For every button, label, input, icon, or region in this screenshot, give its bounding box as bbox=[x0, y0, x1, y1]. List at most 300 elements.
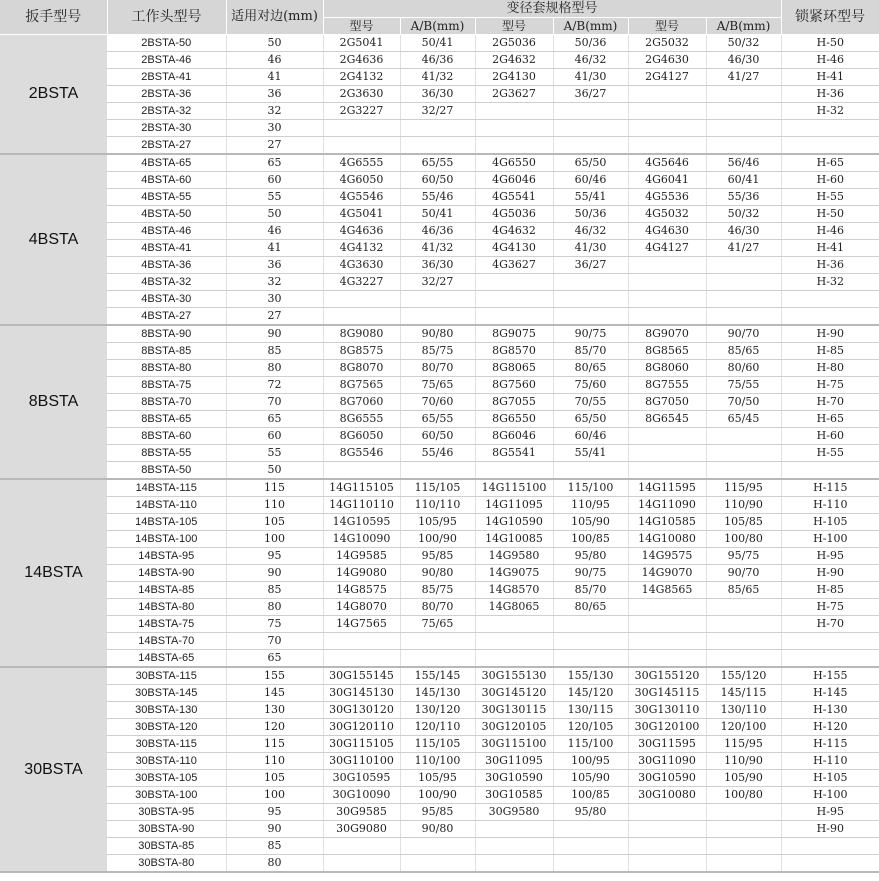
reducer-ab-3-cell: 110/90 bbox=[706, 497, 781, 514]
reducer-ab-3-cell: 46/30 bbox=[706, 52, 781, 69]
flat-size-cell: 55 bbox=[226, 189, 323, 206]
reducer-ab-1-cell bbox=[400, 120, 475, 137]
head-model-cell: 4BSTA-60 bbox=[107, 172, 226, 189]
head-model-cell: 30BSTA-120 bbox=[107, 719, 226, 736]
head-model-cell: 4BSTA-46 bbox=[107, 223, 226, 240]
head-model-cell: 8BSTA-60 bbox=[107, 428, 226, 445]
flat-size-cell: 30 bbox=[226, 120, 323, 137]
wrench-model-cell: 8BSTA bbox=[0, 325, 107, 479]
head-model-cell: 30BSTA-145 bbox=[107, 685, 226, 702]
reducer-ab-3-cell: 105/85 bbox=[706, 514, 781, 531]
flat-size-cell: 130 bbox=[226, 702, 323, 719]
header-sub-ab-3: A/B(mm) bbox=[706, 18, 781, 35]
reducer-model-1-cell: 8G7565 bbox=[323, 377, 400, 394]
reducer-model-1-cell: 14G7565 bbox=[323, 616, 400, 633]
reducer-model-1-cell: 4G5546 bbox=[323, 189, 400, 206]
reducer-ab-1-cell: 50/41 bbox=[400, 35, 475, 52]
table-row bbox=[0, 189, 879, 206]
reducer-model-3-cell bbox=[628, 445, 706, 462]
reducer-ab-1-cell: 100/90 bbox=[400, 531, 475, 548]
lock-ring-cell: H-100 bbox=[781, 787, 879, 804]
reducer-model-1-cell bbox=[323, 137, 400, 155]
reducer-model-1-cell: 2G4132 bbox=[323, 69, 400, 86]
head-model-cell: 4BSTA-65 bbox=[107, 154, 226, 172]
flat-size-cell: 100 bbox=[226, 787, 323, 804]
reducer-model-2-cell bbox=[475, 137, 553, 155]
reducer-model-3-cell: 14G9575 bbox=[628, 548, 706, 565]
header-flat-size: 适用对边(mm) bbox=[226, 0, 323, 35]
head-model-cell: 4BSTA-36 bbox=[107, 257, 226, 274]
reducer-model-2-cell: 14G9075 bbox=[475, 565, 553, 582]
table-row bbox=[0, 804, 879, 821]
lock-ring-cell bbox=[781, 838, 879, 855]
flat-size-cell: 32 bbox=[226, 103, 323, 120]
lock-ring-cell: H-115 bbox=[781, 479, 879, 497]
table-row bbox=[0, 377, 879, 394]
reducer-ab-2-cell: 120/105 bbox=[553, 719, 628, 736]
flat-size-cell: 60 bbox=[226, 172, 323, 189]
reducer-ab-3-cell: 100/80 bbox=[706, 531, 781, 548]
reducer-ab-3-cell: 70/50 bbox=[706, 394, 781, 411]
flat-size-cell: 90 bbox=[226, 565, 323, 582]
reducer-ab-3-cell bbox=[706, 650, 781, 668]
reducer-ab-2-cell: 41/30 bbox=[553, 69, 628, 86]
flat-size-cell: 50 bbox=[226, 206, 323, 223]
reducer-ab-2-cell: 36/27 bbox=[553, 257, 628, 274]
reducer-model-2-cell bbox=[475, 616, 553, 633]
reducer-model-2-cell: 30G130115 bbox=[475, 702, 553, 719]
flat-size-cell: 75 bbox=[226, 616, 323, 633]
table-row bbox=[0, 103, 879, 120]
reducer-model-3-cell: 2G5032 bbox=[628, 35, 706, 52]
reducer-ab-1-cell: 115/105 bbox=[400, 479, 475, 497]
lock-ring-cell: H-100 bbox=[781, 531, 879, 548]
head-model-cell: 14BSTA-70 bbox=[107, 633, 226, 650]
reducer-ab-2-cell: 41/30 bbox=[553, 240, 628, 257]
reducer-model-2-cell: 8G8570 bbox=[475, 343, 553, 360]
reducer-ab-1-cell bbox=[400, 137, 475, 155]
table-row bbox=[0, 855, 879, 873]
head-model-cell: 2BSTA-41 bbox=[107, 69, 226, 86]
table-row bbox=[0, 137, 879, 155]
reducer-model-2-cell bbox=[475, 103, 553, 120]
table-row bbox=[0, 599, 879, 616]
lock-ring-cell: H-50 bbox=[781, 35, 879, 52]
reducer-ab-3-cell bbox=[706, 855, 781, 873]
reducer-model-1-cell bbox=[323, 855, 400, 873]
head-model-cell: 8BSTA-65 bbox=[107, 411, 226, 428]
reducer-model-1-cell: 30G110100 bbox=[323, 753, 400, 770]
reducer-ab-3-cell: 85/65 bbox=[706, 343, 781, 360]
reducer-model-3-cell: 30G11090 bbox=[628, 753, 706, 770]
flat-size-cell: 105 bbox=[226, 514, 323, 531]
reducer-ab-1-cell: 55/46 bbox=[400, 445, 475, 462]
flat-size-cell: 80 bbox=[226, 599, 323, 616]
flat-size-cell: 65 bbox=[226, 154, 323, 172]
reducer-model-1-cell: 8G8070 bbox=[323, 360, 400, 377]
reducer-ab-3-cell: 56/46 bbox=[706, 154, 781, 172]
lock-ring-cell: H-95 bbox=[781, 804, 879, 821]
reducer-model-2-cell: 30G9580 bbox=[475, 804, 553, 821]
reducer-ab-3-cell: 120/100 bbox=[706, 719, 781, 736]
flat-size-cell: 41 bbox=[226, 69, 323, 86]
reducer-ab-3-cell bbox=[706, 274, 781, 291]
reducer-model-1-cell: 14G10090 bbox=[323, 531, 400, 548]
reducer-model-3-cell: 14G8565 bbox=[628, 582, 706, 599]
reducer-ab-1-cell: 90/80 bbox=[400, 325, 475, 343]
reducer-model-1-cell: 14G9080 bbox=[323, 565, 400, 582]
lock-ring-cell: H-120 bbox=[781, 719, 879, 736]
reducer-ab-1-cell: 145/130 bbox=[400, 685, 475, 702]
lock-ring-cell: H-36 bbox=[781, 86, 879, 103]
reducer-model-2-cell bbox=[475, 274, 553, 291]
reducer-model-1-cell: 2G3630 bbox=[323, 86, 400, 103]
head-model-cell: 8BSTA-75 bbox=[107, 377, 226, 394]
flat-size-cell: 90 bbox=[226, 821, 323, 838]
reducer-model-1-cell bbox=[323, 462, 400, 480]
table-row bbox=[0, 35, 879, 52]
reducer-model-3-cell bbox=[628, 103, 706, 120]
head-model-cell: 14BSTA-100 bbox=[107, 531, 226, 548]
reducer-ab-3-cell bbox=[706, 257, 781, 274]
reducer-ab-3-cell bbox=[706, 599, 781, 616]
reducer-model-3-cell: 8G7050 bbox=[628, 394, 706, 411]
lock-ring-cell: H-50 bbox=[781, 206, 879, 223]
reducer-model-3-cell: 30G10080 bbox=[628, 787, 706, 804]
table-row bbox=[0, 52, 879, 69]
reducer-ab-3-cell: 41/27 bbox=[706, 240, 781, 257]
reducer-ab-2-cell: 130/115 bbox=[553, 702, 628, 719]
flat-size-cell: 70 bbox=[226, 394, 323, 411]
reducer-model-2-cell bbox=[475, 821, 553, 838]
reducer-model-2-cell: 14G115100 bbox=[475, 479, 553, 497]
reducer-ab-3-cell: 115/95 bbox=[706, 736, 781, 753]
flat-size-cell: 95 bbox=[226, 804, 323, 821]
reducer-model-1-cell: 14G8575 bbox=[323, 582, 400, 599]
reducer-ab-3-cell bbox=[706, 445, 781, 462]
reducer-ab-3-cell bbox=[706, 428, 781, 445]
reducer-model-3-cell: 14G10585 bbox=[628, 514, 706, 531]
head-model-cell: 30BSTA-85 bbox=[107, 838, 226, 855]
table-row bbox=[0, 736, 879, 753]
reducer-ab-3-cell bbox=[706, 120, 781, 137]
reducer-ab-2-cell: 115/100 bbox=[553, 736, 628, 753]
reducer-ab-2-cell bbox=[553, 137, 628, 155]
reducer-ab-2-cell bbox=[553, 308, 628, 326]
reducer-ab-3-cell: 85/65 bbox=[706, 582, 781, 599]
reducer-model-1-cell: 8G5546 bbox=[323, 445, 400, 462]
lock-ring-cell: H-80 bbox=[781, 360, 879, 377]
reducer-model-1-cell: 30G130120 bbox=[323, 702, 400, 719]
head-model-cell: 14BSTA-85 bbox=[107, 582, 226, 599]
flat-size-cell: 32 bbox=[226, 274, 323, 291]
lock-ring-cell: H-46 bbox=[781, 223, 879, 240]
table-row bbox=[0, 411, 879, 428]
reducer-model-2-cell: 14G8065 bbox=[475, 599, 553, 616]
reducer-model-3-cell: 30G155120 bbox=[628, 667, 706, 685]
reducer-ab-2-cell: 155/130 bbox=[553, 667, 628, 685]
reducer-model-1-cell: 4G6555 bbox=[323, 154, 400, 172]
header-lock-ring: 锁紧环型号 bbox=[781, 0, 879, 35]
reducer-model-1-cell: 30G10595 bbox=[323, 770, 400, 787]
reducer-ab-1-cell: 41/32 bbox=[400, 69, 475, 86]
reducer-ab-3-cell: 95/75 bbox=[706, 548, 781, 565]
flat-size-cell: 110 bbox=[226, 753, 323, 770]
reducer-model-3-cell: 14G11090 bbox=[628, 497, 706, 514]
reducer-ab-1-cell: 90/80 bbox=[400, 821, 475, 838]
table-row bbox=[0, 120, 879, 137]
reducer-ab-2-cell: 50/36 bbox=[553, 206, 628, 223]
lock-ring-cell: H-90 bbox=[781, 325, 879, 343]
reducer-model-3-cell: 30G130110 bbox=[628, 702, 706, 719]
reducer-ab-2-cell: 46/32 bbox=[553, 52, 628, 69]
head-model-cell: 4BSTA-41 bbox=[107, 240, 226, 257]
reducer-ab-3-cell: 110/90 bbox=[706, 753, 781, 770]
head-model-cell: 4BSTA-55 bbox=[107, 189, 226, 206]
reducer-ab-1-cell: 95/85 bbox=[400, 548, 475, 565]
reducer-model-1-cell: 8G7060 bbox=[323, 394, 400, 411]
reducer-ab-1-cell: 46/36 bbox=[400, 223, 475, 240]
flat-size-cell: 90 bbox=[226, 325, 323, 343]
reducer-ab-3-cell bbox=[706, 633, 781, 650]
flat-size-cell: 46 bbox=[226, 52, 323, 69]
head-model-cell: 14BSTA-110 bbox=[107, 497, 226, 514]
reducer-model-2-cell: 4G6046 bbox=[475, 172, 553, 189]
reducer-model-3-cell: 2G4127 bbox=[628, 69, 706, 86]
reducer-model-3-cell bbox=[628, 804, 706, 821]
head-model-cell: 2BSTA-36 bbox=[107, 86, 226, 103]
reducer-model-3-cell: 8G6545 bbox=[628, 411, 706, 428]
reducer-model-3-cell: 2G4630 bbox=[628, 52, 706, 69]
lock-ring-cell: H-105 bbox=[781, 514, 879, 531]
head-model-cell: 8BSTA-90 bbox=[107, 325, 226, 343]
reducer-model-1-cell: 14G115105 bbox=[323, 479, 400, 497]
table-row bbox=[0, 633, 879, 650]
table-row bbox=[0, 838, 879, 855]
reducer-ab-2-cell bbox=[553, 274, 628, 291]
reducer-model-2-cell: 4G4632 bbox=[475, 223, 553, 240]
lock-ring-cell: H-32 bbox=[781, 274, 879, 291]
table-row bbox=[0, 616, 879, 633]
table-row bbox=[0, 291, 879, 308]
table-row bbox=[0, 394, 879, 411]
table-row bbox=[0, 154, 879, 172]
lock-ring-cell bbox=[781, 137, 879, 155]
reducer-model-2-cell bbox=[475, 291, 553, 308]
reducer-model-1-cell: 8G6555 bbox=[323, 411, 400, 428]
header-sub-model-1: 型号 bbox=[323, 18, 400, 35]
reducer-model-1-cell bbox=[323, 291, 400, 308]
reducer-model-1-cell bbox=[323, 838, 400, 855]
flat-size-cell: 27 bbox=[226, 137, 323, 155]
flat-size-cell: 36 bbox=[226, 257, 323, 274]
reducer-ab-1-cell: 120/110 bbox=[400, 719, 475, 736]
reducer-ab-1-cell: 32/27 bbox=[400, 103, 475, 120]
reducer-model-3-cell bbox=[628, 633, 706, 650]
reducer-ab-1-cell bbox=[400, 855, 475, 873]
wrench-model-cell: 4BSTA bbox=[0, 154, 107, 325]
reducer-ab-3-cell bbox=[706, 821, 781, 838]
reducer-model-2-cell: 8G5541 bbox=[475, 445, 553, 462]
reducer-ab-1-cell: 41/32 bbox=[400, 240, 475, 257]
table-row bbox=[0, 667, 879, 685]
head-model-cell: 14BSTA-90 bbox=[107, 565, 226, 582]
reducer-model-3-cell: 8G8565 bbox=[628, 343, 706, 360]
reducer-model-3-cell bbox=[628, 274, 706, 291]
flat-size-cell: 105 bbox=[226, 770, 323, 787]
reducer-model-2-cell: 8G9075 bbox=[475, 325, 553, 343]
reducer-model-3-cell: 30G145115 bbox=[628, 685, 706, 702]
lock-ring-cell: H-55 bbox=[781, 445, 879, 462]
reducer-ab-2-cell: 55/41 bbox=[553, 445, 628, 462]
reducer-model-2-cell: 30G11095 bbox=[475, 753, 553, 770]
reducer-ab-3-cell: 100/80 bbox=[706, 787, 781, 804]
flat-size-cell: 50 bbox=[226, 35, 323, 52]
reducer-ab-2-cell: 80/65 bbox=[553, 599, 628, 616]
table-row bbox=[0, 548, 879, 565]
head-model-cell: 14BSTA-80 bbox=[107, 599, 226, 616]
lock-ring-cell: H-110 bbox=[781, 497, 879, 514]
reducer-ab-1-cell: 55/46 bbox=[400, 189, 475, 206]
reducer-model-1-cell: 4G4132 bbox=[323, 240, 400, 257]
reducer-model-1-cell: 4G6050 bbox=[323, 172, 400, 189]
reducer-ab-2-cell bbox=[553, 462, 628, 480]
lock-ring-cell: H-145 bbox=[781, 685, 879, 702]
reducer-model-2-cell: 2G4130 bbox=[475, 69, 553, 86]
reducer-ab-3-cell bbox=[706, 137, 781, 155]
table-row bbox=[0, 719, 879, 736]
reducer-ab-2-cell: 105/90 bbox=[553, 514, 628, 531]
reducer-ab-1-cell: 85/75 bbox=[400, 582, 475, 599]
flat-size-cell: 46 bbox=[226, 223, 323, 240]
header-sub-model-2: 型号 bbox=[475, 18, 553, 35]
reducer-ab-1-cell bbox=[400, 633, 475, 650]
wrench-model-cell: 14BSTA bbox=[0, 479, 107, 667]
reducer-model-3-cell: 4G6041 bbox=[628, 172, 706, 189]
reducer-ab-2-cell: 100/85 bbox=[553, 787, 628, 804]
reducer-ab-2-cell: 110/95 bbox=[553, 497, 628, 514]
reducer-model-3-cell: 14G9070 bbox=[628, 565, 706, 582]
reducer-ab-1-cell: 130/120 bbox=[400, 702, 475, 719]
reducer-model-3-cell: 8G8060 bbox=[628, 360, 706, 377]
lock-ring-cell: H-75 bbox=[781, 599, 879, 616]
reducer-model-2-cell bbox=[475, 855, 553, 873]
flat-size-cell: 155 bbox=[226, 667, 323, 685]
reducer-model-2-cell bbox=[475, 462, 553, 480]
reducer-model-1-cell: 8G9080 bbox=[323, 325, 400, 343]
reducer-model-2-cell: 2G4632 bbox=[475, 52, 553, 69]
reducer-model-2-cell: 30G120105 bbox=[475, 719, 553, 736]
reducer-model-1-cell: 2G3227 bbox=[323, 103, 400, 120]
lock-ring-cell: H-46 bbox=[781, 52, 879, 69]
flat-size-cell: 95 bbox=[226, 548, 323, 565]
reducer-model-1-cell: 30G10090 bbox=[323, 787, 400, 804]
table-row bbox=[0, 274, 879, 291]
reducer-model-2-cell: 8G6550 bbox=[475, 411, 553, 428]
flat-size-cell: 85 bbox=[226, 838, 323, 855]
reducer-model-1-cell: 14G8070 bbox=[323, 599, 400, 616]
table-row bbox=[0, 497, 879, 514]
reducer-model-2-cell: 14G9580 bbox=[475, 548, 553, 565]
reducer-ab-3-cell bbox=[706, 838, 781, 855]
flat-size-cell: 110 bbox=[226, 497, 323, 514]
wrench-model-cell: 2BSTA bbox=[0, 35, 107, 155]
head-model-cell: 2BSTA-32 bbox=[107, 103, 226, 120]
reducer-ab-1-cell: 46/36 bbox=[400, 52, 475, 69]
flat-size-cell: 55 bbox=[226, 445, 323, 462]
reducer-ab-2-cell: 36/27 bbox=[553, 86, 628, 103]
reducer-ab-2-cell: 60/46 bbox=[553, 428, 628, 445]
reducer-model-3-cell bbox=[628, 86, 706, 103]
reducer-ab-2-cell: 75/60 bbox=[553, 377, 628, 394]
lock-ring-cell: H-75 bbox=[781, 377, 879, 394]
reducer-model-2-cell: 4G4130 bbox=[475, 240, 553, 257]
reducer-ab-2-cell: 105/90 bbox=[553, 770, 628, 787]
reducer-model-1-cell: 30G145130 bbox=[323, 685, 400, 702]
reducer-ab-2-cell: 85/70 bbox=[553, 582, 628, 599]
table-row bbox=[0, 86, 879, 103]
reducer-model-3-cell bbox=[628, 120, 706, 137]
header-head-model: 工作头型号 bbox=[107, 0, 226, 35]
reducer-ab-3-cell bbox=[706, 291, 781, 308]
reducer-model-3-cell: 14G10080 bbox=[628, 531, 706, 548]
flat-size-cell: 115 bbox=[226, 736, 323, 753]
lock-ring-cell: H-60 bbox=[781, 428, 879, 445]
reducer-model-2-cell: 2G5036 bbox=[475, 35, 553, 52]
lock-ring-cell bbox=[781, 855, 879, 873]
flat-size-cell: 30 bbox=[226, 291, 323, 308]
reducer-model-3-cell: 14G11595 bbox=[628, 479, 706, 497]
head-model-cell: 14BSTA-65 bbox=[107, 650, 226, 668]
reducer-model-2-cell: 4G5541 bbox=[475, 189, 553, 206]
reducer-ab-1-cell: 60/50 bbox=[400, 172, 475, 189]
reducer-ab-1-cell: 32/27 bbox=[400, 274, 475, 291]
lock-ring-cell bbox=[781, 291, 879, 308]
lock-ring-cell: H-130 bbox=[781, 702, 879, 719]
reducer-ab-2-cell: 70/55 bbox=[553, 394, 628, 411]
table-row bbox=[0, 531, 879, 548]
reducer-model-3-cell bbox=[628, 291, 706, 308]
reducer-model-3-cell bbox=[628, 308, 706, 326]
lock-ring-cell: H-41 bbox=[781, 69, 879, 86]
reducer-ab-3-cell: 55/36 bbox=[706, 189, 781, 206]
reducer-model-3-cell bbox=[628, 855, 706, 873]
head-model-cell: 14BSTA-95 bbox=[107, 548, 226, 565]
table-row bbox=[0, 240, 879, 257]
reducer-ab-1-cell bbox=[400, 308, 475, 326]
reducer-ab-3-cell: 145/115 bbox=[706, 685, 781, 702]
reducer-model-3-cell: 4G5032 bbox=[628, 206, 706, 223]
reducer-model-2-cell: 30G155130 bbox=[475, 667, 553, 685]
reducer-model-1-cell: 30G120110 bbox=[323, 719, 400, 736]
table-row bbox=[0, 257, 879, 274]
header-reducer-spec: 变径套规格型号 bbox=[323, 0, 781, 18]
reducer-ab-2-cell: 65/50 bbox=[553, 154, 628, 172]
reducer-model-2-cell: 8G6046 bbox=[475, 428, 553, 445]
reducer-model-3-cell: 30G120100 bbox=[628, 719, 706, 736]
head-model-cell: 2BSTA-46 bbox=[107, 52, 226, 69]
reducer-model-1-cell bbox=[323, 308, 400, 326]
reducer-ab-1-cell: 110/100 bbox=[400, 753, 475, 770]
reducer-model-1-cell: 2G4636 bbox=[323, 52, 400, 69]
head-model-cell: 30BSTA-100 bbox=[107, 787, 226, 804]
header-sub-ab-1: A/B(mm) bbox=[400, 18, 475, 35]
flat-size-cell: 85 bbox=[226, 582, 323, 599]
reducer-ab-2-cell: 90/75 bbox=[553, 325, 628, 343]
reducer-model-2-cell: 4G3627 bbox=[475, 257, 553, 274]
lock-ring-cell: H-90 bbox=[781, 565, 879, 582]
reducer-ab-1-cell bbox=[400, 838, 475, 855]
